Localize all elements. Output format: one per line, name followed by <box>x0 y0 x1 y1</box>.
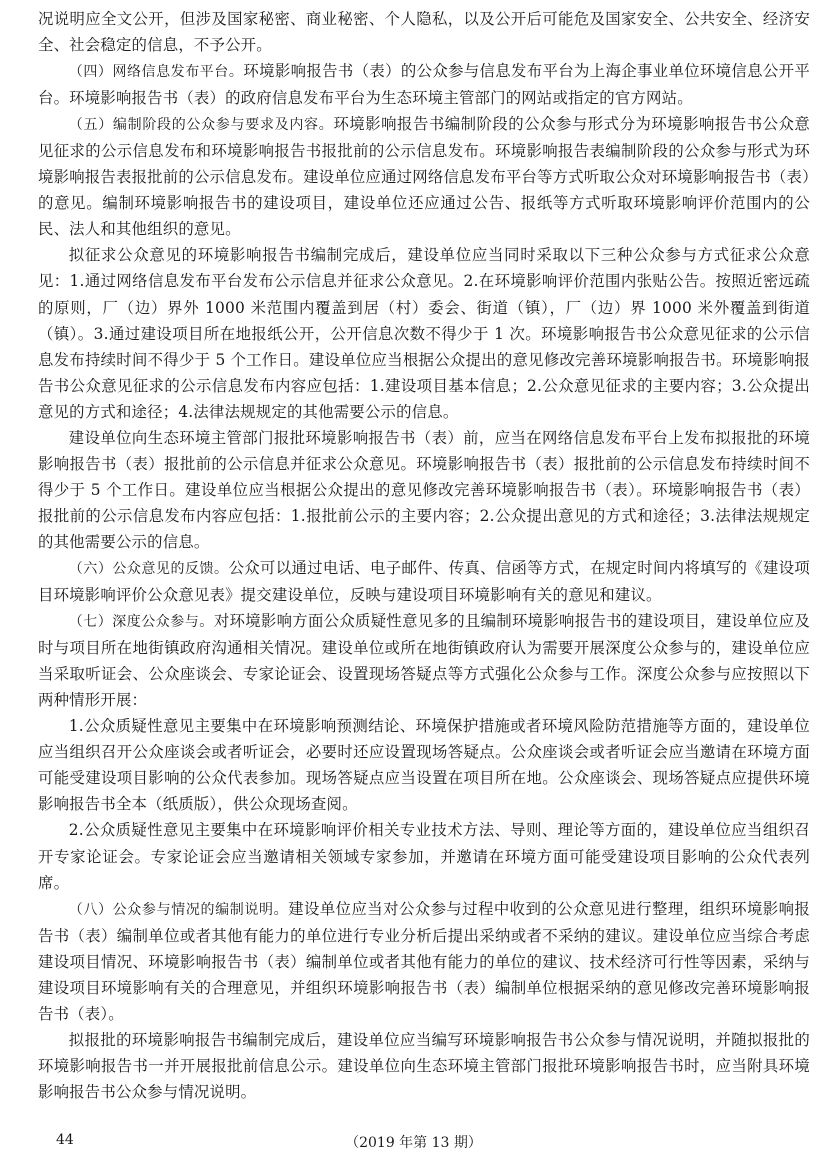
section-heading: （五）编制阶段的公众参与要求及内容。 <box>68 117 334 134</box>
paragraph-deep-participation: （七）深度公众参与。对环境影响方面公众质疑性意见多的且编制环境影响报告书的建设项目，建设单位应及时与项目所在地街镇政府沟通相关情况。建设单位或所在地街镇政府认为需要开展深度公众参与的，建设单位应当采取听证会、公众座谈会、专家论证会、设置现场答疑点等方式强化公众参与工作。深度公众参与应按照以下两种情形开展： <box>38 612 810 710</box>
section-heading: （六）公众意见的反馈。 <box>68 560 229 577</box>
paragraph-network-platform: （四）网络信息发布平台。环境影响报告书（表）的公众参与信息发布平台为上海企事业单位环境信息公开平台。环境影响报告书（表）的政府信息发布平台为生态环境主管部门的网站或指定的官方网站。 <box>38 62 810 108</box>
page-footer <box>0 1132 827 1156</box>
paragraph-final: 拟报批的环境影响报告书编制完成后，建设单位应当编写环境影响报告书公众参与情况说明，并随拟报批的环境影响报告书一并开展报批前信息公示。建设单位向生态环境主管部门报批环境影响报告书时，应当附具环境影响报告书公众参与情况说明。 <box>38 1030 810 1101</box>
section-heading: （八）公众参与情况的编制说明。 <box>68 901 289 918</box>
paragraph-feedback: （六）公众意见的反馈。公众可以通过电话、电子邮件、传真、信函等方式，在规定时间内将填写的《建设项目环境影响评价公众意见表》提交建设单位，反映与建设项目环境影响有关的意见和建议。 <box>38 558 810 605</box>
paragraph-case-2: 2.公众质疑性意见主要集中在环境影响评价相关专业技术方法、导则、理论等方面的，建设单位应当组织召开专家论证会。专家论证会应当邀请相关领域专家参加，并邀请在环境方面可能受建设项目影响的公众代表列席。 <box>38 821 810 892</box>
section-heading: （四）网络信息发布平台。 <box>68 64 244 81</box>
issue-label: （2019 年第 13 期） <box>345 1135 482 1151</box>
paragraph-solicit-opinions: 拟征求公众意见的环境影响报告书编制完成后，建设单位应当同时采取以下三种公众参与方式征求公众意见：1.通过网络信息发布平台发布公示信息并征求公众意见。2.在环境影响评价范围内张贴公告。按照近密远疏的原则，厂（边）界外 1000 米范围内覆盖到居（村）委会、街道（镇），厂（边）界 1000 米外覆盖到街道（镇）。3.通过建设项目所在地报纸公开，公开信息次数不得少于 1 次。环境影响报告书公众意见征求的公示信息发布持续时间不得少于 5 个工作日。建设单位应当根据公众提出的意见修改完善环境影响报告书。环境影响报告书公众意见征求的公示信息发布内容应包括：1.建设项目基本信息；2.公众意见征求的主要内容；3.公众提出意见的方式和途径；4.法律法规规定的其他需要公示的信息。 <box>38 246 810 421</box>
section-heading: （七）深度公众参与。 <box>68 614 214 631</box>
body-text <box>38 6 810 1105</box>
page-number: 44 <box>56 1132 74 1148</box>
paragraph-case-1: 1.公众质疑性意见主要集中在环境影响预测结论、环境保护措施或者环境风险防范措施等方面的，建设单位应当组织召开公众座谈会或者听证会，必要时还应设置现场答疑点。公众座谈会或者听证会应当邀请在环境方面可能受建设项目影响的公众代表参加。现场答疑点应当设置在项目所在地。公众座谈会、现场答疑点应提供环境影响报告书全本（纸质版），供公众现场查阅。 <box>38 717 810 814</box>
paragraph-pre-approval: 建设单位向生态环境主管部门报批环境影响报告书（表）前，应当在网络信息发布平台上发布拟报批的环境影响报告书（表）报批前的公示信息并征求公众意见。环境影响报告书（表）报批前的公示信息发布持续时间不得少于 5 个工作日。建设单位应当根据公众提出的意见修改完善环境影响报告书（表）。环境影响报告书（表）报批前的公示信息发布内容应包括：1.报批前公示的主要内容；2.公众提出意见的方式和途径；3.法律法规规定的其他需要公示的信息。 <box>38 428 810 551</box>
paragraph-explanation: （八）公众参与情况的编制说明。建设单位应当对公众参与过程中收到的公众意见进行整理，组织环境影响报告书（表）编制单位或者其他有能力的单位进行专业分析后提出采纳或者不采纳的建议。建设单位应当综合考虑建设项目情况、环境影响报告书（表）编制单位或者其他有能力的单位的建议、技术经济可行性等因素，采纳与建设项目环境影响有关的合理意见，并组织环境影响报告书（表）编制单位根据采纳的意见修改完善环境影响报告书（表）。 <box>38 899 810 1023</box>
paragraph-drafting-stage: （五）编制阶段的公众参与要求及内容。环境影响报告书编制阶段的公众参与形式分为环境影响报告书公众意见征求的公示信息发布和环境影响报告书报批前的公示信息发布。环境影响报告表编制阶段的公众参与形式为环境影响报告表报批前的公示信息发布。建设单位应通过网络信息发布平台等方式听取公众对环境影响报告书（表）的意见。编制环境影响报告书的建设项目，建设单位还应通过公告、报纸等方式听取环境影响评价范围内的公民、法人和其他组织的意见。 <box>38 115 810 239</box>
paragraph-continuation: 况说明应全文公开，但涉及国家秘密、商业秘密、个人隐私，以及公开后可能危及国家安全、公共安全、经济安全、社会稳定的信息，不予公开。 <box>38 10 810 55</box>
